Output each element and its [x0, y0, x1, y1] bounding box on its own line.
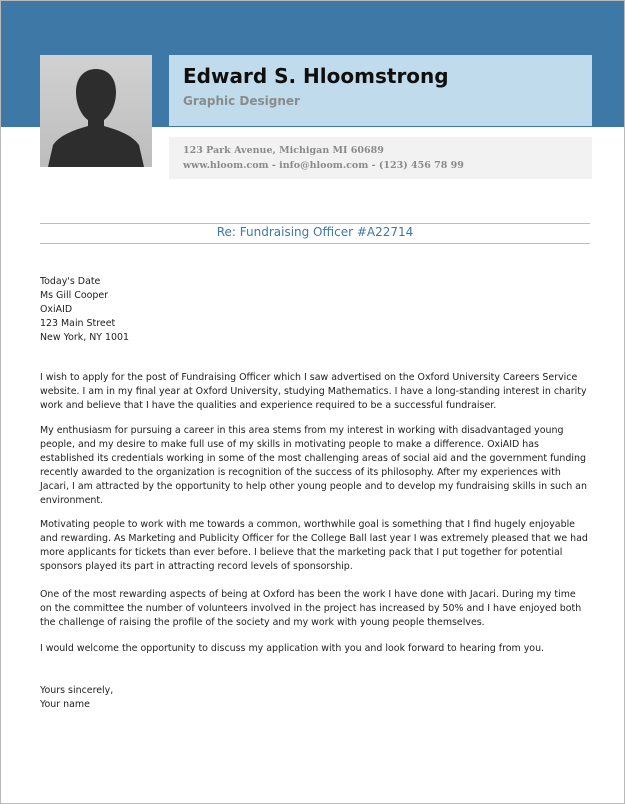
paragraph-text: My enthusiasm for pursuing a career in this area stems from my interest in working with disadvantaged young people, and my desire to make full use of my skills in motivating people to make a difference. OxiAID has established its credentials working in some of the most challenging areas of social aid and the government funding recently awarded to the organization is recognition of the success of its philosophy. After my experiences with Jacari, I am attracted by the opportunity to help other young people and to develop my fundraising skills in such an environment. [40, 425, 587, 506]
recipient-city: New York, NY 1001 [40, 332, 130, 343]
letter-paragraph-2 [40, 424, 590, 508]
subject-bottom-divider [40, 243, 590, 244]
subject-top-divider [40, 223, 590, 224]
paragraph-text: One of the most rewarding aspects of being at Oxford has been the work I have done with Jacari. During my time on the committee the number of volunteers involved in the project has increased by 50% and I have enjoyed both the challenge of raising the profile of the society and my work with young people themselves. [40, 589, 582, 628]
subject-line: Re: Fundraising Officer #A22714 [216, 225, 414, 239]
contact-details: www.hloom.com - info@hloom.com - (123) 456 78 99 [183, 160, 464, 171]
closing-signature: Your name [40, 699, 90, 710]
name-box [169, 55, 592, 126]
letter-closing [40, 684, 590, 712]
recipient-street: 123 Main Street [40, 318, 116, 329]
letter-paragraph-3 [40, 518, 590, 574]
profile-photo [40, 55, 152, 167]
recipient-company: OxiAID [40, 304, 73, 315]
closing-salutation: Yours sincerely, [40, 685, 114, 696]
paragraph-text: I would welcome the opportunity to discuss my application with you and look forward to hearing from you. [40, 643, 545, 654]
letter-date: Today's Date [40, 276, 101, 287]
recipient-address-block [40, 275, 590, 345]
paragraph-text: I wish to apply for the post of Fundraising Officer which I saw advertised on the Oxford University Careers Service website. I am in my final year at Oxford University, studying Mathematics. I have a long-standing interest in charity work and believe that I have the qualities and experience required to be a successful fundraiser. [40, 372, 587, 411]
candidate-title: Graphic Designer [183, 94, 300, 108]
contact-box [169, 137, 592, 179]
letter-paragraph-5 [40, 642, 590, 656]
candidate-name: Edward S. Hloomstrong [183, 64, 449, 88]
paragraph-text: Motivating people to work with me towards a common, worthwhile goal is something that I find hugely enjoyable and rewarding. As Marketing and Publicity Officer for the College Ball last year I was extremely pleased that we had more applicants for tickets than ever before. I believe that the marketing pack that I put together for potential sponsors played its part in attracting record levels of sponsorship. [40, 519, 588, 572]
letter-paragraph-4 [40, 588, 590, 630]
contact-address: 123 Park Avenue, Michigan MI 60689 [183, 145, 384, 156]
recipient-name: Ms Gill Cooper [40, 290, 109, 301]
letter-paragraph-1 [40, 371, 590, 413]
person-silhouette-icon [40, 55, 152, 167]
